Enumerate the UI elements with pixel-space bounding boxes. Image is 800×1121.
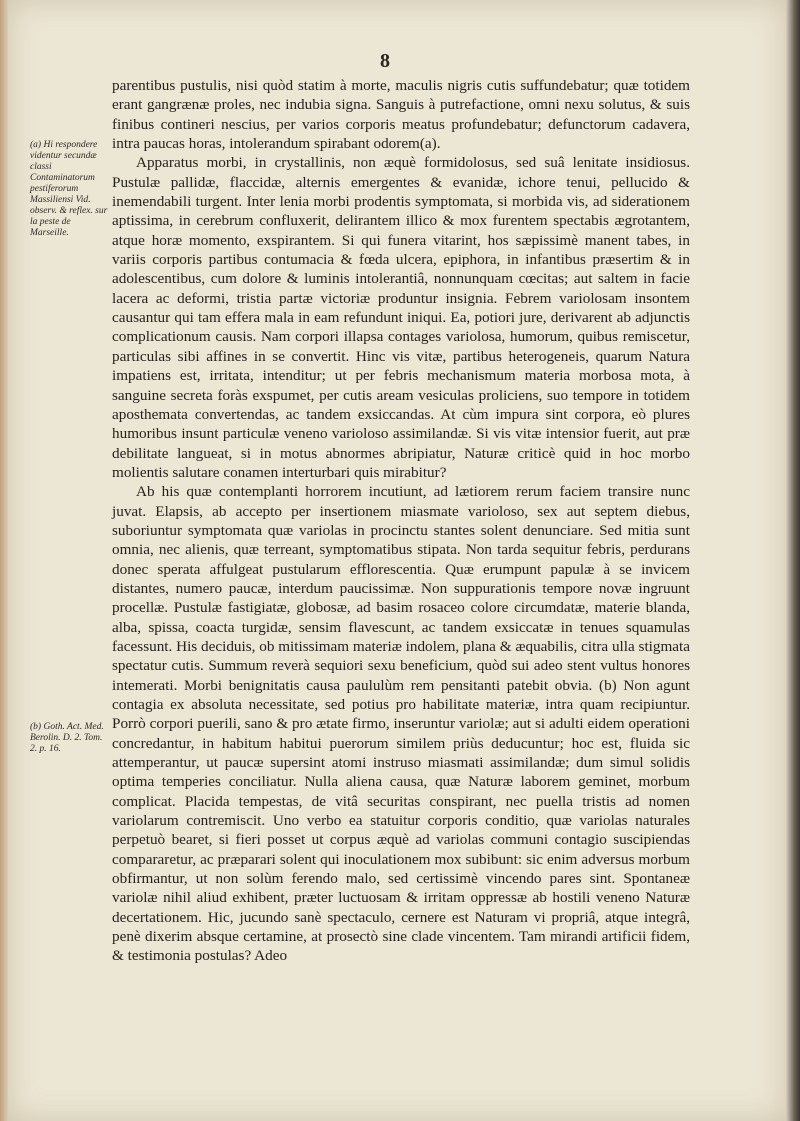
paragraph-2: Apparatus morbi, in crystallinis, non æquè formidolosus, sed suâ lenitate insidiosus. Pustulæ pallidæ, flaccidæ, alternis emergentes & evanidæ, ichore tenui, pellucido & inemendabili turgent. Inter lenia morbi prodentis symptomata, si morbida vis, ad siderationem aptissima, in cerebrum confluxerit, delirantem illico & mox furentem spectabis ægrotantem, atque horæ momento, exspirantem. Si qui funera vitarint, hos sæpissimè manent tabes, in variis corporis partibus contumacia & fœda ulcera, epiphora, in infantibus præsertim & in adolescentibus, cum dolore & luminis intolerantiâ, nonnunquam cœcitas; aut saltem in facie lacera ac deformi, tristia partæ victoriæ produntur insignia. Febrem variolosam insontem causantur qui tam effera mala in eam refundunt iniqui. Ea, potiori jure, derivarent ab adjunctis complicationum causis. Nam corpori illapsa contages variolosa, humorum, quibus remiscetur, particulas sibi affines in se convertit. Hinc vis vitæ, partibus heterogeneis, quarum Natura impatiens est, irritata, intenditur; ut per febris mechanismum materia morbosa mota, à sanguine secreta foràs exspumet, per cutis aream vesiculas proliciens, suo tempore in totidem aposthemata convertendas, ac tandem exsiccandas. At cùm impura sint corpora, eò plures humoribus insunt particulæ veneno varioloso assimilandæ. Si vis vitæ intensior fuerit, aut præ debilitate langueat, si in motus abnormes abripiatur, Naturæ criticè quid in hoc morbo molientis salutare conamen interturbari quis mirabitur? [112, 154, 690, 481]
paragraph-1: parentibus pustulis, nisi quòd statim à morte, maculis nigris cutis suffundebatur; quæ totidem erant gangrænæ proles, nec indubia signa. Sanguis à putrefactione, omni nexu solutus, & suis finibus contineri nescius, per varios corporis meatus profundebatur; defunctorum cadavera, intra paucas horas, intolerandum spirabant odorem(a). [112, 77, 690, 153]
margin-note-a: (a) Hi respondere videntur secundæ classi Contaminatorum pestiferorum Massiliensi Vid. observ. & reflex. sur la peste de Marseille. [30, 140, 108, 238]
book-page [8, 0, 786, 1121]
book-fore-edge [786, 0, 800, 1121]
main-text [112, 76, 690, 966]
margin-note-b: (b) Goth. Act. Med. Berolin. D. 2. Tom. 2. p. 16. [30, 722, 104, 754]
book-spine-edge [0, 0, 8, 1121]
page-number: 8 [380, 50, 390, 72]
paragraph-3: Ab his quæ contemplanti horrorem incutiunt, ad lætiorem rerum faciem transire nunc juvat. Elapsis, ab accepto per insertionem miasmate varioloso, sex aut septem diebus, suboriuntur symptomata quæ variolas in procinctu stantes solent denunciare. Sed mitia sunt omnia, nec alienis, quæ terreant, symptomatibus stipata. Non tarda sequitur febris, perdurans donec sperata affulgeat pustularum efflorescentia. Quæ erumpunt papulæ à se invicem distantes, numero paucæ, interdum paucissimæ. Non suppurationis tempore novæ ingruunt procellæ. Pustulæ fastigiatæ, globosæ, ad basim rosaceo colore circumdatæ, materie blanda, alba, spissa, coacta turgidæ, sensim flavescunt, ac tandem exsiccatæ in tenues squamulas facessunt. His deciduis, ob mitissimam materiæ indolem, plana & æquabilis, citra ulla stigmata spectatur cutis. Summum reverà sequiori sexu beneficium, quòd sui adeo stent vultus honores intemerati. Morbi benignitatis causa paululùm rem pensitanti patebit obvia. (b) Non agunt contagia ex absoluta necessitate, sed potius pro habilitate materiæ, intra quam recipiuntur. Porrò corpori puerili, sano & pro ætate firmo, inseruntur variolæ; aut si adulti eidem operationi concredantur, in habitum habitui puerorum similem priùs deducuntur; hoc est, fluida sic attemperantur, ut paucæ supersint atomi instruso miasmati assimilandæ; dum simul solidis optima temperies conciliatur. Nulla aliena causa, quæ Naturæ laborem geminet, morbum complicat. Placida tempestas, de vitâ securitas conspirant, nec puella tristis ad nomen variolarum contremiscit. Uno verbo ea statuitur corporis conditio, quæ variolas naturales perpetuò bearet, si fieri posset ut corpus æquè ad variolas communi contagio suscipiendas compararetur, ac præparari solent qui inoculationem mox subibunt: sic enim adversus morbum obfirmantur, ut non solùm ferendo malo, sed certissimè vincendo pares sint. Spontaneæ variolæ nihil aliud exhibent, præter luctuosam & irritam oppressæ ab hostili veneno Naturæ decertationem. Hic, jucundo sanè spectaculo, cernere est Naturam vi propriâ, atque integrâ, penè dixerim absque certamine, at prosectò sine clade vincentem. Tam mirandi artificii fidem, & testimonia postulas? Adeo [112, 483, 690, 965]
